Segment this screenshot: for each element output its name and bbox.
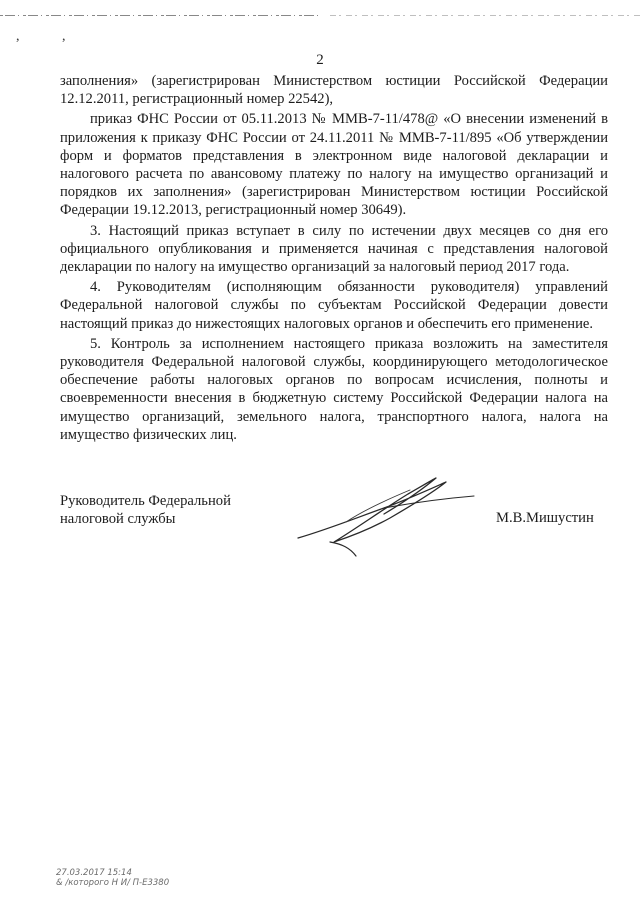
scan-mark: , [16,29,20,44]
document-body [60,72,608,444]
signatory-name: М.В.Мишустин [496,510,594,526]
paragraph-item-5: 5. Контроль за исполнением настоящего приказа возложить на заместителя руководителя Федеральной налоговой службы, координирующего методологическое обеспечение работы налоговых органов по вопросам исчисления, полноты и своевременности внесения в бюджетную систему Российской Федерации налога на имущество организаций, земельного налога, транспортного налога, налога на имущество физических лиц. [60,335,608,443]
signatory-position-line: Руководитель Федеральной [60,493,231,509]
signatory-position-line: налоговой службы [60,511,176,527]
print-footer [56,868,169,888]
paragraph-item-4: 4. Руководителям (исполняющим обязанности руководителя) управлений Федеральной налоговой службы по субъектам Российской Федерации довести настоящий приказ до нижестоящих налоговых органов и обеспечить его применение. [60,279,608,332]
print-timestamp: 27.03.2017 15:14 [56,868,132,878]
paragraph: заполнения» (зарегистрирован Министерством юстиции Российской Федерации 12.12.2011, регистрационный номер 22542), [60,73,608,108]
handwritten-signature [286,460,496,560]
scan-mark: , [62,29,66,44]
scan-edge-line [0,14,640,17]
page-number: 2 [316,52,324,68]
signatory-position [60,492,231,528]
paragraph-item-3: 3. Настоящий приказ вступает в силу по истечении двух месяцев со дня его официального опубликования и применяется начиная с представления налоговой декларации по налогу на имущество организаций за налоговый период 2017 года. [60,222,608,276]
print-reference: & /которого Н И/ П-Е3380 [56,878,170,888]
paragraph: приказ ФНС России от 05.11.2013 № ММВ-7-11/478@ «О внесении изменений в приложения к приказу ФНС России от 24.11.2011 № ММВ-7-11/895 «Об утверждении форм и форматов представления в электронном виде налоговой декларации и налогового расчета по авансовому платежу по налогу на имущество организаций и порядков их заполнения» (зарегистрирован Министерством юстиции Российской Федерации 19.12.2013, регистрационный номер 30649). [60,111,608,219]
